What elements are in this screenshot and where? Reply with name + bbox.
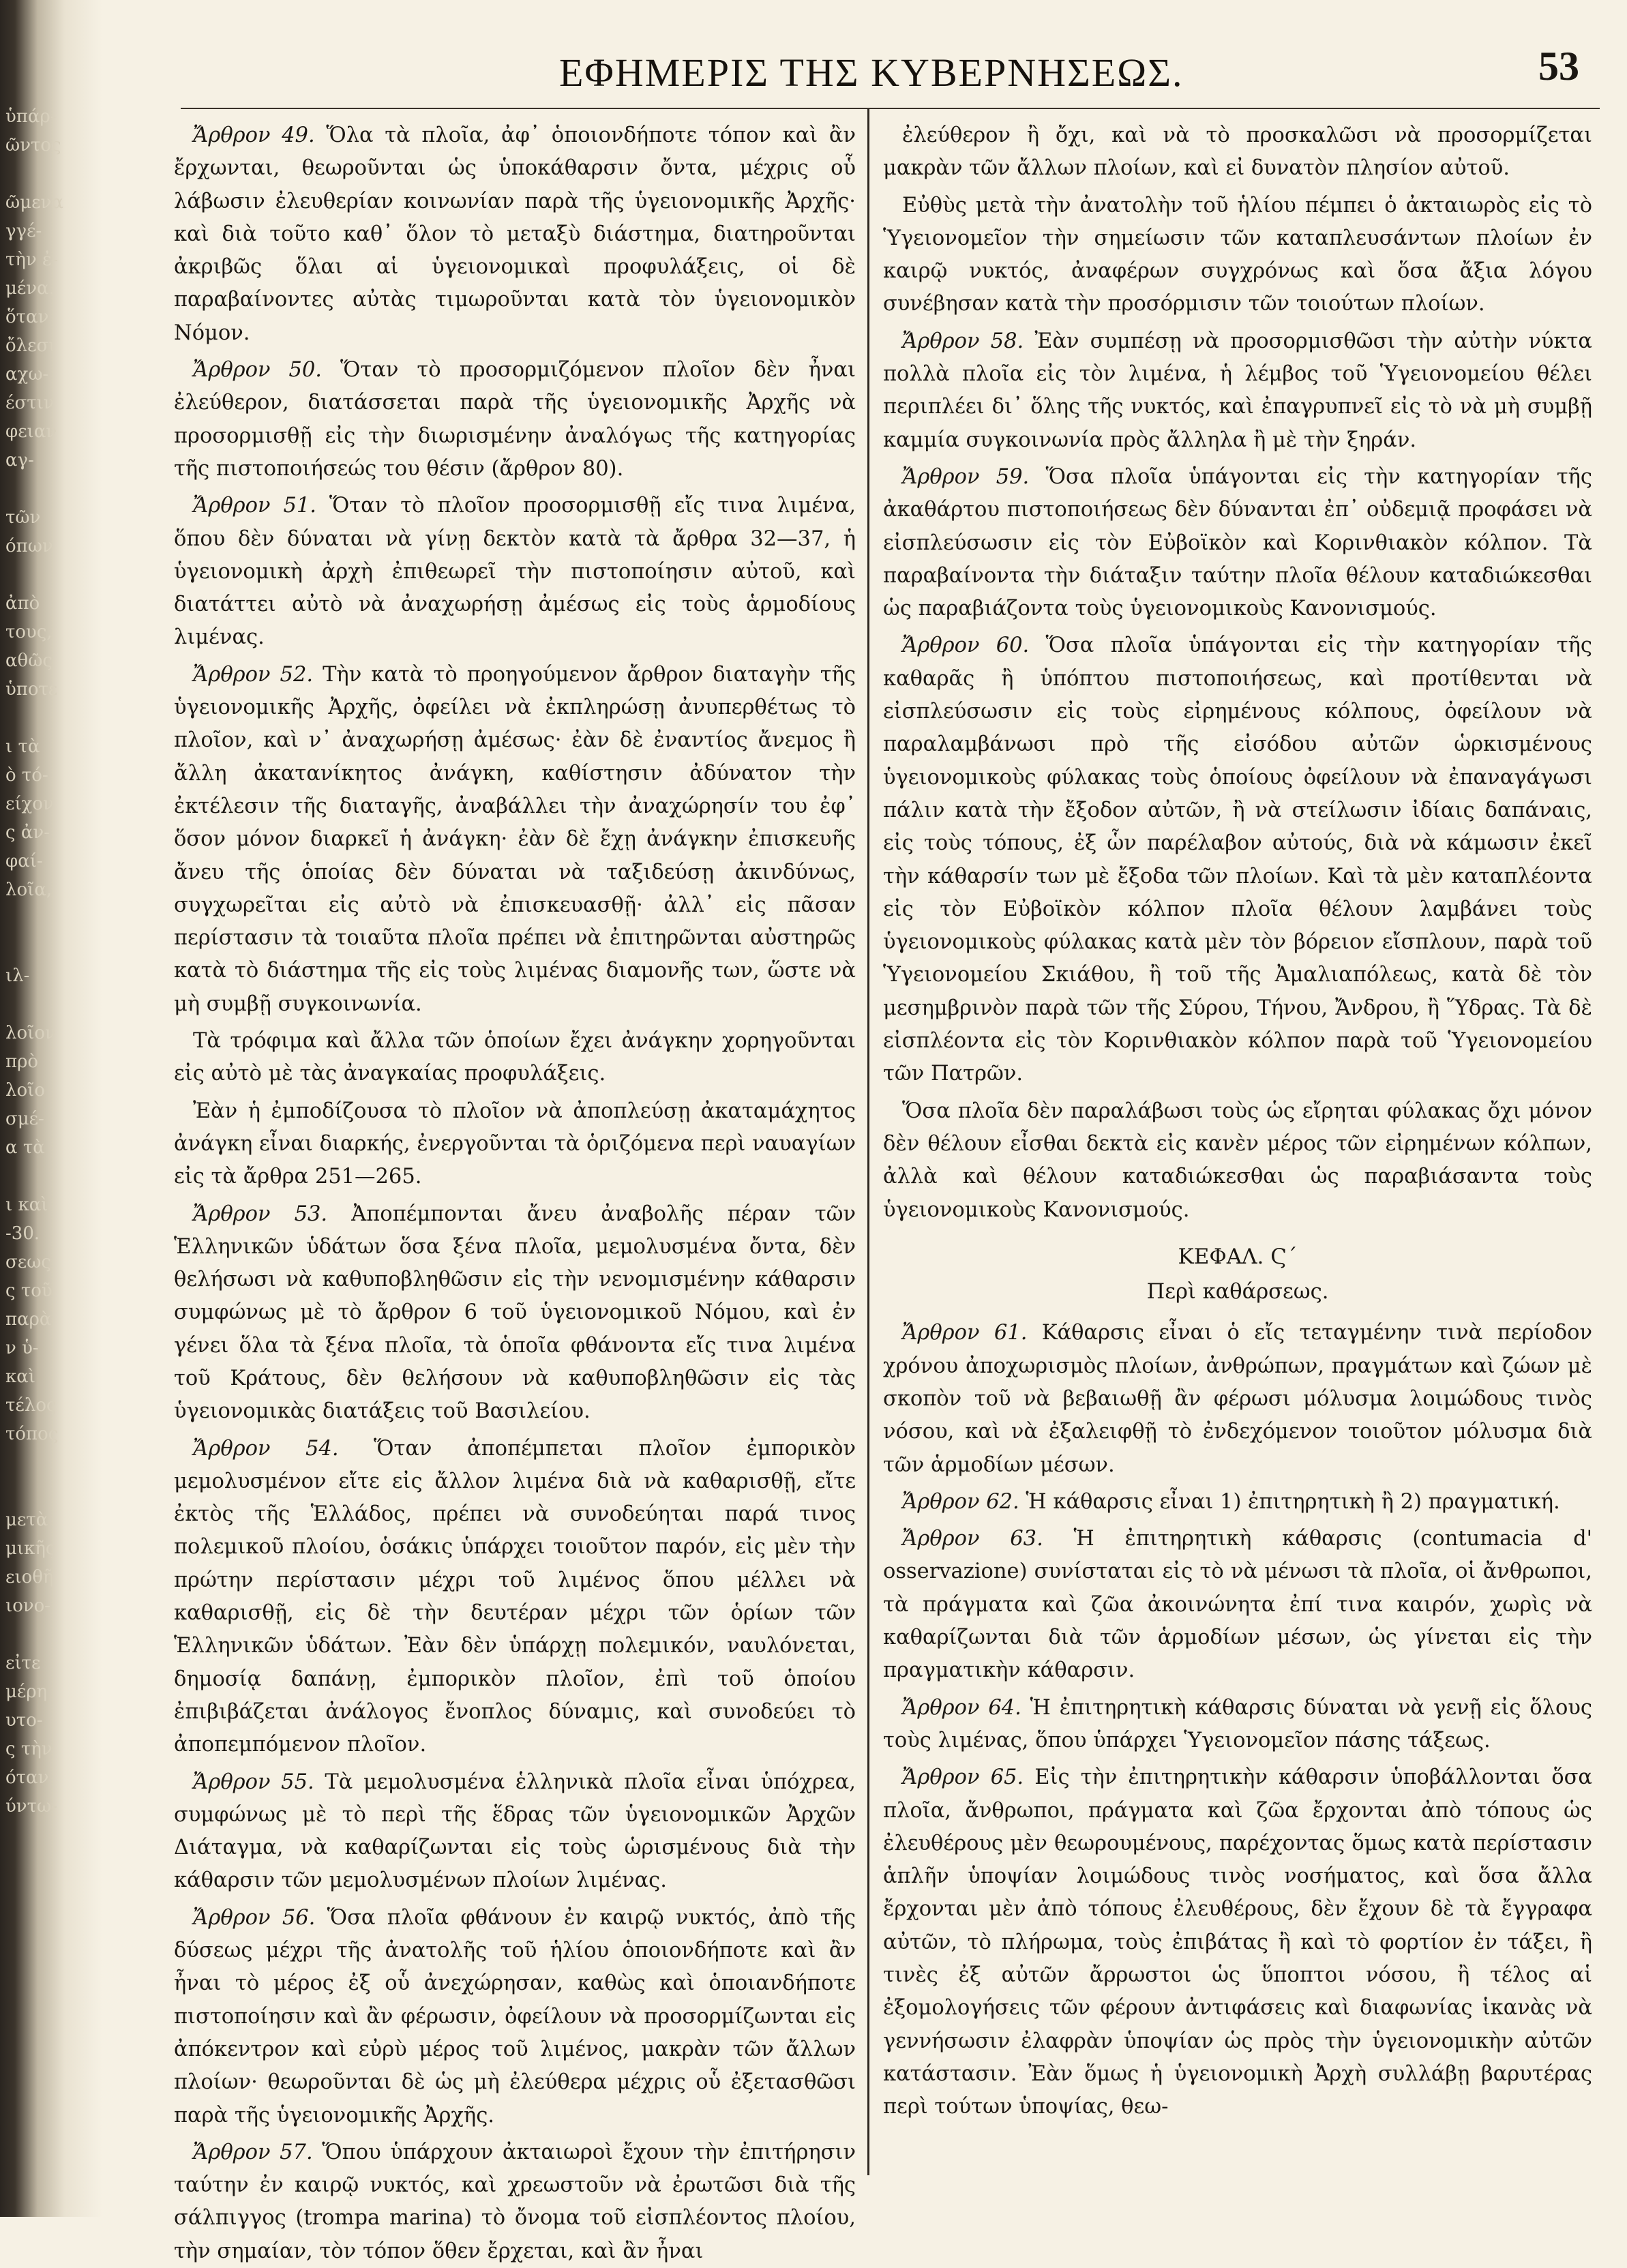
article-paragraph <box>883 1095 1592 1227</box>
paragraph-text: Ἡ ἐπιτηρητικὴ κάθαρσις (contumacia d' osservazione) συνίσταται εἰς τὸ νὰ μένωσι τὰ πλοῖα, οἱ ἄνθρωποι, τὰ πράγματα καὶ ζῶα ἀκοινώνητα ἐπί τινα καιρόν, χωρὶς νὰ καθαρίζωνται διὰ τῶν ἁρμοδίων μέσων, ὡς γίνεται εἰς τὴν πραγματικὴν κάθαρσιν. <box>883 1527 1592 1683</box>
paragraph-text: Ὅταν τὸ πλοῖον προσορμισθῇ εἴς τινα λιμένα, ὅπου δὲν δύναται νὰ γίνῃ δεκτὸν κατὰ τὰ ἄρθρα 32—37, ἡ ὑγειονομικὴ ἀρχὴ ἐπιθεωρεῖ τὴν πιστοποίησιν αὐτοῦ, καὶ διατάττει αὐτὸ νὰ ἀναχωρήσῃ ἀμέσως εἰς τοὺς ἁρμοδίους λιμένας. <box>174 494 856 650</box>
paragraph-text: Εἰς τὴν ἐπιτηρητικὴν κάθαρσιν ὑποβάλλονται ὅσα πλοῖα, ἄνθρωποι, πράγματα καὶ ζῶα ἔρχονται ἀπὸ τόπους ὡς ἐλευθέρους μὲν θεωρουμένους, παρέχοντας ὅμως κατὰ περίστασιν ἁπλῆν ὑποψίαν λοιμώδους τινὸς νοσήματος, καὶ ὅσα ἄλλα ἔρχονται μὲν ἀπὸ τόπους ἐλευθέρους, δὲν ἔχουν δὲ τὰ ἔγγραφα αὐτῶν, τὸ πλήρωμα, τοὺς ἐπιβάτας ἢ καὶ τὸ φορτίον ἐν τάξει, ἢ τινὲς ἐξ αὐτῶν ἄρρωστοι ὡς ὕποπτοι νόσου, ἢ τέλος αἱ ἐξομολογήσεις τῶν φέρουν ἀντιφάσεις καὶ διαφωνίας ἱκανὰς νὰ γεννήσωσιν ἐλαφρὰν ὑποψίαν ὡς πρὸς τὴν ὑγειονομικὴν αὐτῶν κατάστασιν. Ἐὰν ὅμως ἡ ὑγειονομικὴ Ἀρχὴ συλλάβῃ βαρυτέρας περὶ τούτων ὑποψίας, θεω- <box>883 1765 1592 2119</box>
left-column <box>174 119 856 2263</box>
margin-fragment <box>5 904 40 933</box>
article-paragraph <box>883 1761 1592 2123</box>
article-paragraph <box>883 119 1592 185</box>
margin-fragment: φειαν <box>5 421 57 442</box>
paragraph-text: Ἡ ἐπιτηρητικὴ κάθαρσις δύναται νὰ γενῇ εἰς ὅλους τοὺς λιμένας, ὅπου ὑπάρχει Ὑγειονομεῖον πάσης τάξεως. <box>883 1695 1592 1752</box>
margin-fragment: μέρη <box>5 1682 48 1702</box>
paragraph-text: Κάθαρσις εἶναι ὁ εἴς τεταγμένην τινὰ περίοδον χρόνου ἀποχωρισμὸς πλοίων, ἀνθρώπων, πραγμάτων καὶ ζώων μὲ σκοπὸν τοῦ νὰ βεβαιωθῇ ἂν φέρωσι μόλυσμα λοιμώδους τινὸς νόσου, καὶ νὰ ἐξαλειφθῇ τὸ ἐνδεχόμενον τοιοῦτον μόλυσμα διὰ τῶν ἁρμοδίων μέσων. <box>883 1321 1592 1477</box>
margin-fragment: είχον <box>5 794 54 814</box>
margin-fragment: ῶμενα <box>5 192 63 213</box>
article-label: Ἄρθρον 50. <box>193 358 322 383</box>
article-paragraph <box>883 325 1592 457</box>
paragraph-text: Ὅπου ὑπάρχουν ἀκταιωροὶ ἔχουν τὴν ἐπιτήρησιν ταύτην ἐν καιρῷ νυκτός, καὶ χρεωστοῦν νὰ ἐρωτῶσι διὰ τῆς σάλπιγγος (trompa marina) τὸ ὄνομα τοῦ εἰσπλέοντος πλοίου, τὴν σημαίαν, τὸν τόπον ὅθεν ἔρχεται, καὶ ἂν ἦναι <box>174 2140 856 2263</box>
margin-fragment: πρὸ <box>5 1051 39 1072</box>
article-label: Ἄρθρον 62. <box>902 1489 1019 1514</box>
margin-fragment: παρὰ <box>5 1309 52 1330</box>
margin-fragment: ς τὴν <box>5 1739 53 1759</box>
margin-fragment: φαί- <box>5 851 43 871</box>
margin-fragment <box>5 475 40 503</box>
margin-fragment: ὑποτε <box>5 679 58 700</box>
margin-fragment: λοῖο <box>5 1080 45 1101</box>
margin-fragment: -30. <box>5 1223 40 1244</box>
paragraph-text: Περὶ καθάρσεως. <box>1146 1280 1329 1304</box>
margin-fragment: μικῆς <box>5 1538 56 1559</box>
page-number: 53 <box>1538 44 1579 89</box>
margin-fragment: όταν <box>5 1767 49 1788</box>
article-paragraph <box>174 490 856 654</box>
paragraph-text: Τὴν κατὰ τὸ προηγούμενον ἄρθρον διαταγὴν τῆς ὑγειονομικῆς Ἀρχῆς, ὀφείλει νὰ ἐκπληρώσῃ ἀνυπερθέτως τὸ πλοῖον, καὶ ν᾽ ἀναχωρήσῃ ἀμέσως· ἐὰν δὲ ἐναντίος ἄνεμος ἢ ἄλλη ἀκατανίκητος ἀνάγκη, καθίστησιν ἀδύνατον τὴν ἐκτέλεσιν τῆς διαταγῆς, ἀναβάλλει τὴν ἀναχώρησίν του ἐφ᾽ ὅσον μόνον διαρκεῖ ἡ ἀνάγκη· ἐὰν δὲ ἔχῃ ἀνάγκην ἐπισκευῆς ἄνευ τῆς ὁποίας δὲν δύναται νὰ ταξιδεύσῃ ἀκινδύνως, συγχωρεῖται εἰς αὐτὸ νὰ ἐπισκευασθῇ· ἀλλ᾽ εἰς πᾶσαν περίστασιν τὰ τοιαῦτα πλοῖα πρέπει νὰ ἐπιτηρῶνται αὐστηρῶς κατὰ τὸ διάστημα τῆς εἰς τοὺς λιμένας διαμονῆς των, ὥστε νὰ μὴ συμβῇ συγκοινωνία. <box>174 662 856 1016</box>
margin-fragment: γγέ- <box>5 221 42 241</box>
margin-fragment: ὄλεσι <box>5 335 56 356</box>
chapter-subheading <box>883 1276 1592 1309</box>
margin-fragment: λοῖα, <box>5 880 53 900</box>
margin-fragment <box>5 1448 40 1477</box>
margin-fragment: αθῶς <box>5 651 53 671</box>
margin-fragment: ς τοῦ <box>5 1281 53 1301</box>
margin-fragment: ειοθῆ <box>5 1567 54 1587</box>
article-paragraph <box>883 1523 1592 1687</box>
article-paragraph <box>174 119 856 350</box>
margin-fragment <box>5 1620 40 1649</box>
margin-fragment: ιλ- <box>5 966 30 986</box>
article-label: Ἄρθρον 60. <box>902 633 1030 658</box>
article-paragraph <box>883 190 1592 321</box>
margin-fragment: ν ὑ- <box>5 1338 39 1358</box>
article-paragraph <box>174 354 856 486</box>
article-paragraph <box>883 461 1592 625</box>
margin-fragment: ἀπὸ <box>5 593 40 614</box>
margin-fragment <box>5 561 40 589</box>
margin-fragment: σμέ- <box>5 1109 44 1129</box>
article-paragraph <box>174 1766 856 1898</box>
margin-fragment: ὅταν <box>5 307 49 327</box>
margin-fragment: καὶ <box>5 1367 36 1387</box>
margin-fragment: ι καὶ <box>5 1195 48 1215</box>
margin-fragment: ς ἀν- <box>5 822 50 843</box>
article-label: Ἄρθρον 52. <box>193 662 314 687</box>
margin-fragment: ιονο- <box>5 1596 51 1616</box>
article-paragraph <box>883 629 1592 1090</box>
margin-fragment: ῶντος <box>5 135 61 155</box>
margin-fragment <box>5 990 40 1019</box>
margin-fragment: σεως <box>5 1252 51 1272</box>
margin-fragment: τέλος <box>5 1395 57 1416</box>
paragraph-text: Ἐὰν συμπέσῃ νὰ προσορμισθῶσι τὴν αὐτὴν νύκτα πολλὰ πλοῖα εἰς τὸν λιμένα, ἡ λέμβος τοῦ Ὑγειονομείου θέλει περιπλέει δι᾽ ὅλης τῆς νυκτός, καὶ ἐπαγρυπνεῖ εἰς τὸ νὰ μὴ συμβῇ καμμία συγκοινωνία πρὸς ἄλληλα ἢ μὲ τὴν ξηράν. <box>883 329 1592 452</box>
margin-fragment: έστιν <box>5 393 55 413</box>
article-label: Ἄρθρον 58. <box>902 329 1024 353</box>
right-column <box>883 119 1592 2165</box>
article-paragraph <box>174 1433 856 1762</box>
margin-fragment: αγ- <box>5 450 34 471</box>
margin-fragment <box>5 1477 40 1506</box>
column-divider <box>867 109 869 2175</box>
margin-fragment: τῶν <box>5 507 41 528</box>
margin-fragment: μετὰ <box>5 1510 48 1530</box>
margin-fragment <box>5 933 40 961</box>
paragraph-text: Ὅσα πλοῖα ὑπάγονται εἰς τὴν κατηγορίαν τῆς ἀκαθάρτου πιστοποιήσεως δὲν δύνανται ἐπ᾽ οὐδεμιᾷ προφάσει νὰ εἰσπλεύσωσιν εἰς τὸν Εὐβοϊκὸν καὶ Κορινθιακὸν κόλπον. Τὰ παραβαίνοντα τὴν διάταξιν ταύτην πλοῖα θέλουν καταδιώκεσθαι ὡς παραβιάζοντα τοὺς ὑγειονομικοὺς Κανονισμούς. <box>883 464 1592 621</box>
margin-fragment: τους, <box>5 622 53 642</box>
margin-fragment: ὸ τό- <box>5 765 48 786</box>
paragraph-text: ΚΕΦΑΛ. Ϛ΄ <box>1178 1244 1298 1269</box>
article-label: Ἄρθρον 55. <box>193 1770 314 1794</box>
paragraph-text: Ὅταν ἀποπέμπεται πλοῖον ἐμπορικὸν μεμολυσμένον εἴτε εἰς ἄλλον λιμένα διὰ νὰ καθαρισθῇ, εἴτε ἐκτὸς τῆς Ἑλλάδος, πρέπει νὰ συνοδεύηται παρά τινος πολεμικοῦ πλοίου, ὁσάκις ὑπάρχει τοιοῦτον παρόν, εἰς μὲν τὴν πρώτην περίστασιν μέχρι τοῦ λιμένος ὅπου μέλλει νὰ καθαρισθῇ, εἰς δὲ τὴν δευτέραν μέχρι τῶν ὁρίων τῶν Ἑλληνικῶν ὑδάτων. Ἐὰν δὲν ὑπάρχῃ πολεμικόν, ναυλόνεται, δημοσίᾳ δαπάνῃ, ἐμπορικὸν πλοῖον, ἐπὶ τοῦ ὁποίου ἐπιβιβάζεται ἀνάλογος ἔνοπλος δύναμις, καὶ συνοδεύει τὸ ἀποπεμπόμενον πλοῖον. <box>174 1436 856 1757</box>
paragraph-text: ἐλεύθερον ἢ ὄχι, καὶ νὰ τὸ προσκαλῶσι νὰ προσορμίζεται μακρὰν τῶν ἄλλων πλοίων, καὶ εἰ δυνατὸν πλησίον αὐτοῦ. <box>883 123 1592 181</box>
article-paragraph <box>883 1486 1592 1519</box>
paragraph-text: Ἐὰν ἡ ἐμποδίζουσα τὸ πλοῖον νὰ ἀποπλεύσῃ ἀκαταμάχητος ἀνάγκη εἶναι διαρκής, ἐνεργοῦνται τὰ ὁριζόμενα περὶ ναυαγίων εἰς τὰ ἄρθρα 251—265. <box>174 1099 856 1189</box>
margin-fragment: ὑπάρ- <box>5 106 57 127</box>
paragraph-text: Ὅσα πλοῖα δὲν παραλάβωσι τοὺς ὡς εἴρηται φύλακας ὄχι μόνον δὲν θέλουν εἶσθαι δεκτὰ εἰς κανὲν μέρος τῶν εἰρημένων κόλπων, ἀλλὰ καὶ θέλουν καταδιώκεσθαι ὡς παραβιάσαντα τοὺς ὑγειονομικοὺς Κανονισμούς. <box>883 1099 1592 1222</box>
article-paragraph <box>174 659 856 1021</box>
margin-fragment: εἰτε <box>5 1653 41 1673</box>
article-label: Ἄρθρον 49. <box>193 123 315 147</box>
article-label: Ἄρθρον 57. <box>193 2140 313 2164</box>
paragraph-text: Τὰ μεμολυσμένα ἑλληνικὰ πλοῖα εἶναι ὑπόχρεα, συμφώνως μὲ τὸ περὶ τῆς ἕδρας τῶν ὑγειονομικῶν Ἀρχῶν Διάταγμα, νὰ καθαρίζωνται εἰς τοὺς ὡρισμένους διὰ τὴν κάθαρσιν τῶν μεμολυσμένων πλοίων λιμένας. <box>174 1770 856 1893</box>
article-label: Ἄρθρον 63. <box>902 1527 1043 1551</box>
paragraph-text: Ἡ κάθαρσις εἶναι 1) ἐπιτηρητικὴ ἢ 2) πραγματική. <box>1026 1489 1560 1514</box>
article-paragraph <box>883 1692 1592 1758</box>
article-paragraph <box>883 1317 1592 1481</box>
article-label: Ἄρθρον 51. <box>193 494 316 518</box>
article-paragraph <box>174 1095 856 1194</box>
article-paragraph <box>174 1025 856 1091</box>
margin-fragment: αχω- <box>5 364 49 385</box>
margin-fragment: α τὰ <box>5 1137 45 1158</box>
margin-fragment: ύντω- <box>5 1796 57 1817</box>
margin-fragment: τὴν ἐ- <box>5 250 58 270</box>
article-label: Ἄρθρον 59. <box>902 464 1030 489</box>
article-label: Ἄρθρον 64. <box>902 1695 1021 1720</box>
margin-fragment: μένα. <box>5 278 55 299</box>
article-label: Ἄρθρον 61. <box>902 1321 1028 1345</box>
page-header <box>184 38 1579 106</box>
paragraph-text: Ὅταν τὸ προσορμιζόμενον πλοῖον δὲν ἦναι ἐλεύθερον, διατάσσεται παρὰ τῆς ὑγειονομικῆς Ἀρχῆς νὰ προσορμισθῇ εἰς τὴν διωρισμένην ἀναλόγως τῆς κατηγορίας τῆς πιστοποιήσεώς του θέσιν (ἄρθρον 80). <box>174 358 856 481</box>
article-paragraph <box>174 1902 856 2132</box>
margin-fragment: υτο- <box>5 1710 43 1731</box>
article-label: Ἄρθρον 56. <box>193 1905 316 1930</box>
margin-fragment: λοῖον <box>5 1023 56 1043</box>
paragraph-text: Ἀποπέμπονται ἄνευ ἀναβολῆς πέραν τῶν Ἑλληνικῶν ὑδάτων ὅσα ξένα πλοῖα, μεμολυσμένα ὄντα, δὲν θελήσωσι νὰ καθυποβληθῶσιν εἰς τὴν νενομισμένην κάθαρσιν συμφώνως μὲ τὸ ἄρθρον 6 τοῦ ὑγειονομικοῦ Νόμου, καὶ ἐν γένει ὅλα τὰ ξένα πλοῖα, τὰ ὁποῖα φθάνοντα εἴς τινα λιμένα τοῦ Κράτους, δὲν θελήσουν νὰ καθυποβληθῶσιν εἰς τὰς ὑγειονομικὰς διατάξεις τοῦ Βασιλείου. <box>174 1202 856 1424</box>
article-label: Ἄρθρον 65. <box>902 1765 1024 1790</box>
article-paragraph <box>174 2136 856 2268</box>
previous-page-margin-text <box>5 102 63 2080</box>
margin-fragment <box>5 1162 40 1191</box>
margin-fragment: τόπος <box>5 1424 59 1444</box>
article-paragraph <box>174 1198 856 1429</box>
article-label: Ἄρθρον 53. <box>193 1202 328 1226</box>
chapter-heading <box>883 1240 1592 1273</box>
header-rule <box>181 108 1600 109</box>
paragraph-text: Ὅλα τὰ πλοῖα, ἀφ᾽ ὁποιονδήποτε τόπον καὶ ἂν ἔρχωνται, θεωροῦνται ὡς ὑποκάθαρσιν ὄντα, μέχρις οὗ λάβωσιν ἐλευθερίαν κοινωνίαν παρὰ τῆς ὑγειονομικῆς Ἀρχῆς· καὶ διὰ τοῦτο καθ᾽ ὅλον τὸ μεταξὺ διάστημα, διατηροῦνται ἀκριβῶς ὅλαι αἱ ὑγειονομικαὶ προφυλάξεις, οἱ δὲ παραβαίνοντες αὐτὰς τιμωροῦνται κατὰ τὸν ὑγειονομικὸν Νόμον. <box>174 123 856 345</box>
paragraph-text: Ὅσα πλοῖα ὑπάγονται εἰς τὴν κατηγορίαν τῆς καθαρᾶς ἢ ὑπόπτου πιστοποιήσεως, καὶ προτίθενται νὰ εἰσπλεύσωσιν εἰς τοὺς εἰρημένους κόλπους, ὀφείλουν νὰ παραλαμβάνωσι πρὸ τῆς εἰσόδου αὐτῶν ὡρκισμένους ὑγειονομικοὺς φύλακας τοὺς ὁποίους ὀφείλουν νὰ ἐπαναγάγωσι πάλιν κατὰ τὴν ἔξοδον αὐτῶν, ἢ νὰ στείλωσιν ἰδίαις δαπάναις, εἰς τοὺς τόπους, ἐξ ὧν παρέλαβον αὐτούς, διὰ νὰ κάμωσιν ἐκεῖ τὴν κάθαρσίν των μὲ ἔξοδα τῶν πλοίων. Καὶ τὰ μὲν καταπλέοντα εἰς τὸν Εὐβοϊκὸν κόλπον πλοῖα θέλουν λαμβάνει τοὺς ὑγειονομικοὺς φύλακας κατὰ μὲν τὸν βόρειον εἴσπλουν, παρὰ τοῦ Ὑγειονομείου Σκιάθου, ἢ τοῦ τῆς Ἀμαλιαπόλεως, κατὰ δὲ τὸν μεσημβρινὸν παρὰ τῶν τῆς Σύρου, Τήνου, Ἄνδρου, ἢ Ὕδρας. Τὰ δὲ εἰσπλέοντα εἰς τὸν Κορινθιακὸν κόλπον παρὰ τοῦ Ὑγειονομείου τῶν Πατρῶν. <box>883 633 1592 1086</box>
margin-fragment <box>5 160 40 188</box>
margin-fragment: όπων <box>5 536 53 556</box>
paragraph-text: Ὅσα πλοῖα φθάνουν ἐν καιρῷ νυκτός, ἀπὸ τῆς δύσεως μέχρι τῆς ἀνατολῆς τοῦ ἡλίου ὁποιονδήποτε καὶ ἂν ἦναι τὸ μέρος ἐξ οὗ ἀνεχώρησαν, καθὼς καὶ ὁποιανδήποτε πιστοποίησιν καὶ ἂν φέρωσιν, ὀφείλουν νὰ προσορμίζωνται εἰς ἀπόκεντρον καὶ εὐρὺ μέρος τοῦ λιμένος, μακρὰν τῶν ἄλλων πλοίων· θεωροῦνται δὲ ὡς μὴ ἐλεύθερα μέχρις οὗ ἐξετασθῶσι παρὰ τῆς ὑγειονομικῆς Ἀρχῆς. <box>174 1905 856 2128</box>
publication-title: ΕΦΗΜΕΡΙΣ ΤΗΣ ΚΥΒΕΡΝΗΣΕΩΣ. <box>559 50 1184 95</box>
margin-fragment <box>5 704 40 732</box>
margin-fragment: ι τὰ <box>5 736 40 757</box>
article-label: Ἄρθρον 54. <box>193 1436 339 1461</box>
paragraph-text: Τὰ τρόφιμα καὶ ἄλλα τῶν ὁποίων ἔχει ἀνάγκην χορηγοῦνται εἰς αὐτὸ μὲ τὰς ἀναγκαίας προφυλάξεις. <box>174 1029 856 1086</box>
paragraph-text: Εὐθὺς μετὰ τὴν ἀνατολὴν τοῦ ἡλίου πέμπει ὁ ἀκταιωρὸς εἰς τὸ Ὑγειονομεῖον τὴν σημείωσιν τῶν καταπλευσάντων πλοίων ἐν καιρῷ νυκτός, ἀναφέρων συγχρόνως καὶ ὅσα ἄξια λόγου συνέβησαν κατὰ τὴν προσόρμισιν τῶν τοιούτων πλοίων. <box>883 193 1592 316</box>
